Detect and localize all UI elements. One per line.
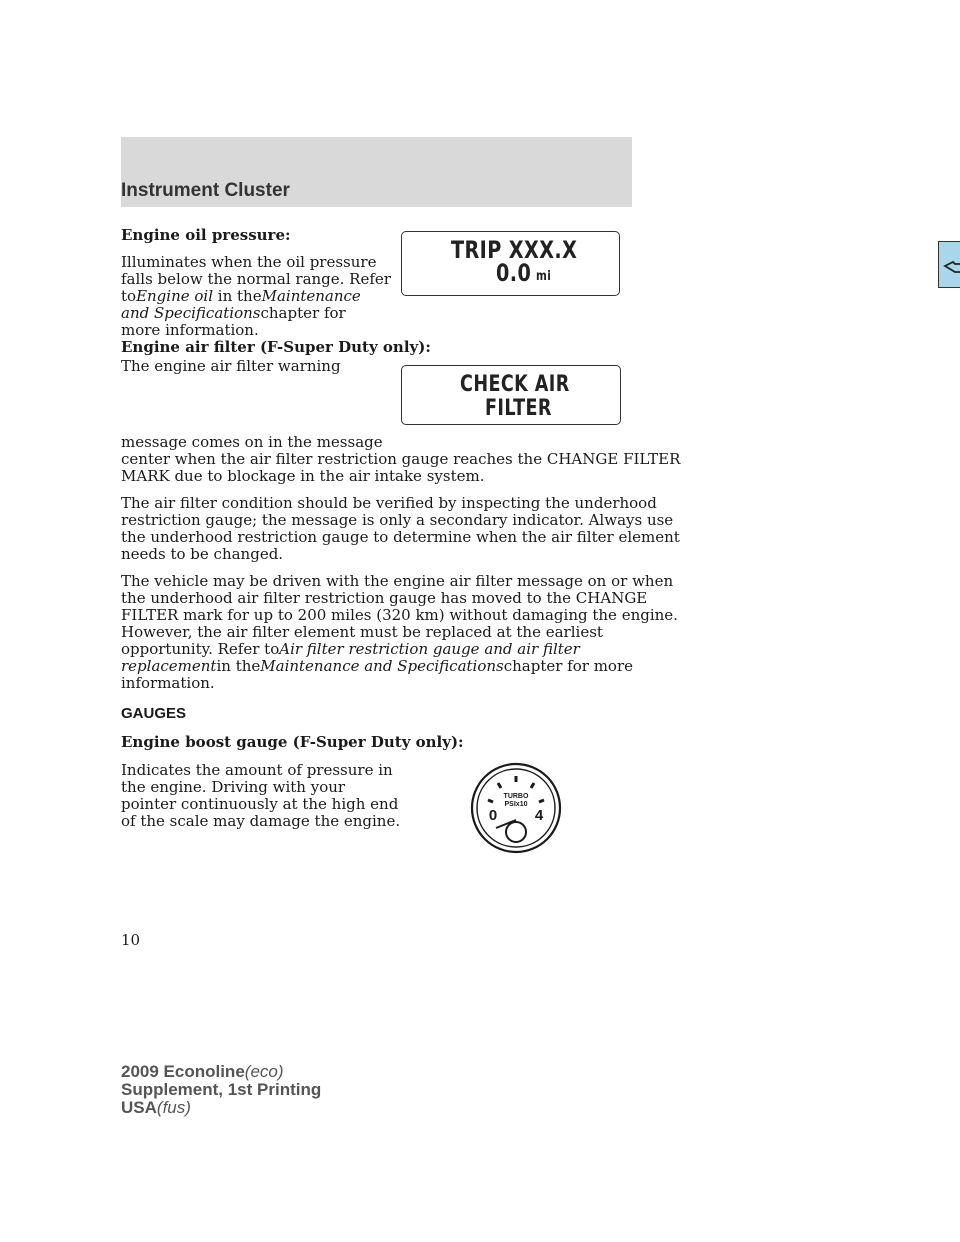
footer-line-1: 2009 Econoline(eco) xyxy=(121,1062,284,1081)
footer xyxy=(121,1063,321,1117)
paragraph-line: replacementin theMaintenance and Specificationschapter for more xyxy=(121,657,634,675)
ref-engine-oil: Engine oil xyxy=(136,287,214,305)
gauge-label-turbo: TURBO xyxy=(503,793,529,800)
paragraph-line: information. xyxy=(121,674,215,692)
ref-air-filter: Air filter restriction gauge and air filter xyxy=(279,640,580,658)
gauge-text-line: Indicates the amount of pressure in xyxy=(121,761,393,779)
gauge-max: 4 xyxy=(534,807,544,824)
oil-text-line: more information. xyxy=(121,321,259,339)
gauge-text-line: of the scale may damage the engine. xyxy=(121,812,401,830)
trip-unit: mi xyxy=(536,269,552,284)
gauge-text-line: pointer continuously at the high end xyxy=(121,795,399,813)
display-line-2: FILTER xyxy=(485,396,552,421)
paragraph-line: opportunity. Refer toAir filter restriction gauge and air filter xyxy=(121,640,580,658)
display-line-1: CHECK AIR xyxy=(460,372,570,397)
page-title: Instrument Cluster xyxy=(121,180,290,201)
air-filter-heading: Engine air filter (F-Super Duty only): xyxy=(121,338,431,356)
paragraph-line: message comes on in the message xyxy=(121,433,383,451)
section-title-gauges: GAUGES xyxy=(121,705,187,722)
oil-can-icon xyxy=(938,241,960,288)
footer-line-2: Supplement, 1st Printing xyxy=(121,1080,322,1099)
footer-line-3: USA(fus) xyxy=(121,1098,191,1117)
paragraph-line: FILTER mark for up to 200 miles (320 km) without damaging the engine. xyxy=(121,606,678,624)
paragraph-line: needs to be changed. xyxy=(121,545,284,563)
air-filter-intro: The engine air filter warning xyxy=(121,357,341,375)
paragraph-line: restriction gauge; the message is only a secondary indicator. Always use xyxy=(121,511,674,529)
boost-gauge-heading: Engine boost gauge (F-Super Duty only): xyxy=(121,733,464,751)
gauge-text-line: the engine. Driving with your xyxy=(121,778,346,796)
paragraph-line: However, the air filter element must be replaced at the earliest xyxy=(121,623,603,641)
oil-text-line: falls below the normal range. Refer xyxy=(121,270,391,288)
trip-value: 0.0 xyxy=(496,259,532,287)
paragraph-line: The air filter condition should be verified by inspecting the underhood xyxy=(121,494,657,512)
oil-heading: Engine oil pressure: xyxy=(121,226,291,244)
paragraph-line: the underhood restriction gauge to determine when the air filter element xyxy=(121,528,680,546)
page-number: 10 xyxy=(121,931,141,949)
trip-display xyxy=(401,231,620,296)
gauge-min: 0 xyxy=(488,807,498,824)
oil-text-line: toEngine oil in theMaintenance xyxy=(121,287,361,305)
paragraph-line: MARK due to blockage in the air intake system. xyxy=(121,467,485,485)
trip-label: TRIP XXX.X xyxy=(451,236,578,264)
boost-gauge-icon xyxy=(466,758,566,858)
oil-text-line: and Specificationschapter for xyxy=(121,304,346,322)
gauge-label-psi: PSIx10 xyxy=(504,801,528,808)
paragraph-line: center when the air filter restriction gauge reaches the CHANGE FILTER xyxy=(121,450,681,468)
paragraph-line: the underhood air filter restriction gauge has moved to the CHANGE xyxy=(121,589,648,607)
paragraph-line: The vehicle may be driven with the engine air filter message on or when xyxy=(121,572,674,590)
check-air-filter-display xyxy=(401,365,621,425)
oil-text-line: Illuminates when the oil pressure xyxy=(121,253,377,271)
